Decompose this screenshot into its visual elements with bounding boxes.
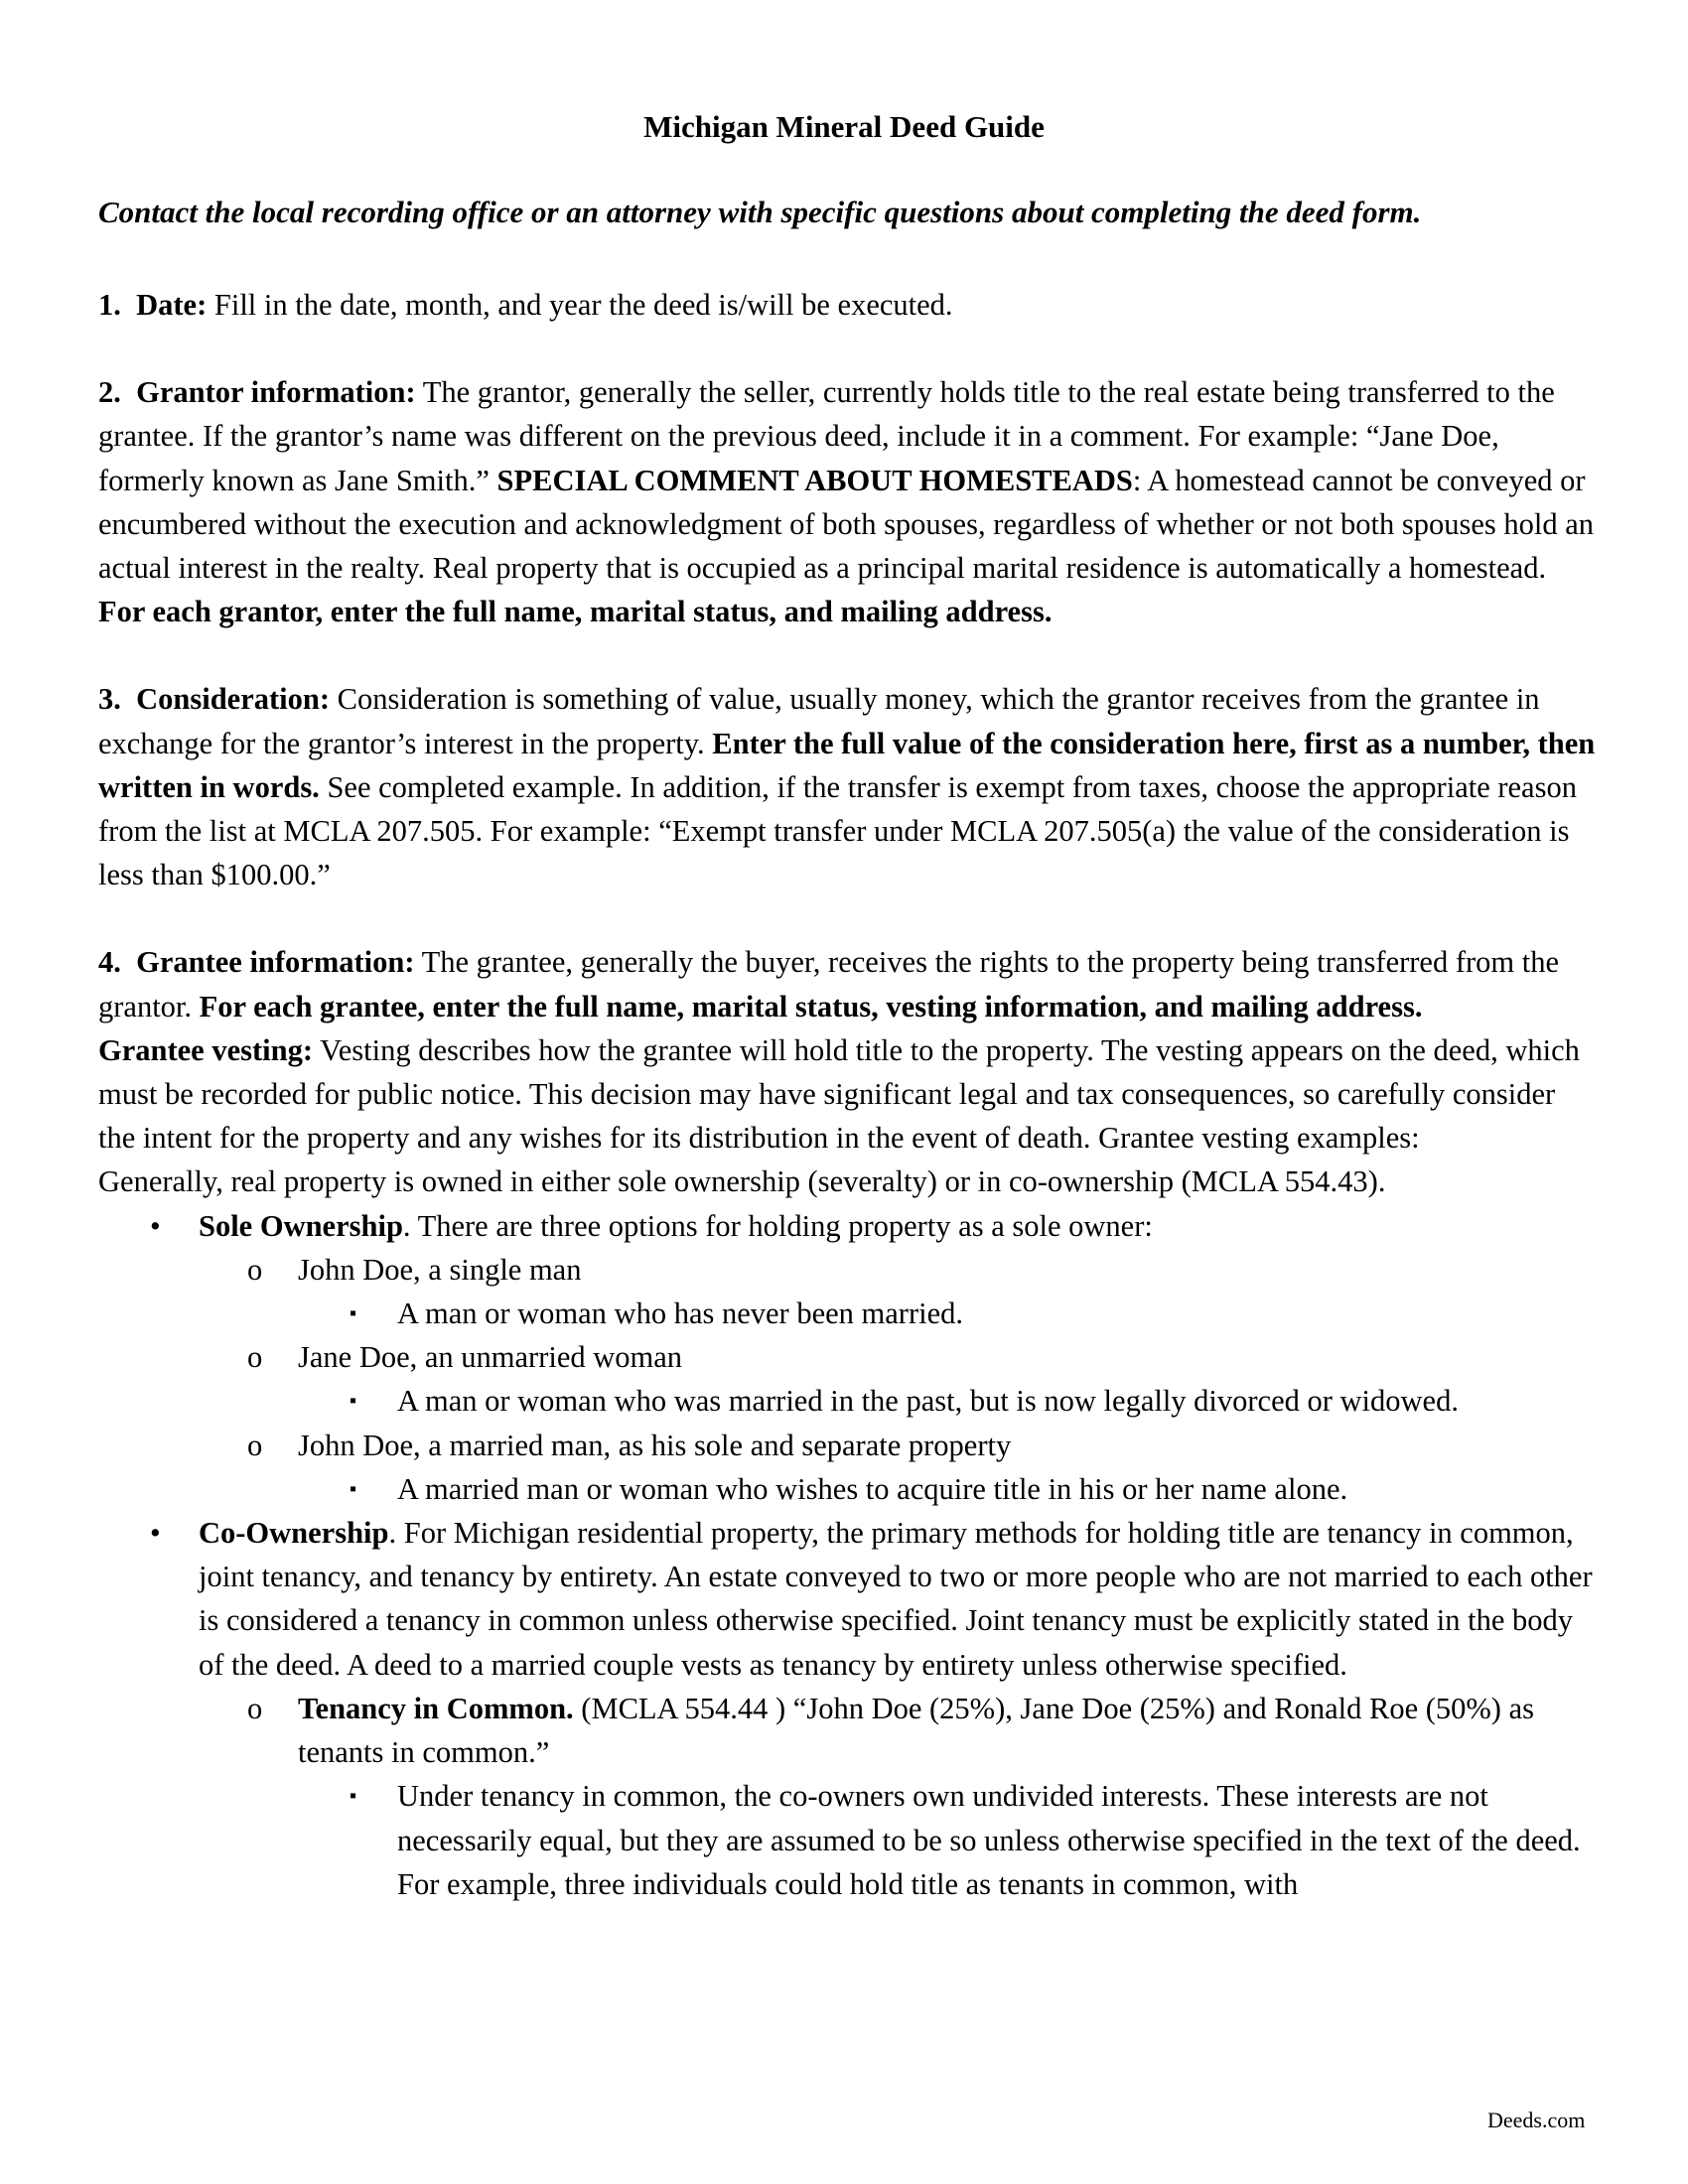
vesting-text: Vesting describes how the grantee will hold title to the property. The vesting appears on the deed, which must be recorded for public notice. This decision may have significant legal and tax consequences, so carefully consider the intent for the property and any wishes for its distribution in the event of death. Grantee vesting examples: — [98, 1032, 1580, 1156]
footer-brand: Deeds.com — [1487, 2108, 1586, 2132]
section-instruction: Enter the full value of the consideration here, first as a number, then written in words. — [98, 726, 1596, 804]
special-comment-heading: SPECIAL COMMENT ABOUT HOMESTEADS — [496, 463, 1133, 497]
section-text: The grantee, generally the buyer, receives the rights to the property being transferred from the grantor. — [98, 945, 1560, 1024]
vesting-general: Generally, real property is owned in either sole ownership (severalty) or in co-ownership (MCLA 554.43). — [98, 1164, 1386, 1199]
list-heading: Tenancy in Common. — [298, 1691, 574, 1725]
section-instruction: For each grantee, enter the full name, marital status, vesting information, and mailing address. — [199, 989, 1423, 1024]
list-heading: Co-Ownership — [199, 1516, 389, 1551]
section-heading: Grantee information: — [136, 945, 415, 980]
section-number: 2. — [98, 375, 121, 410]
document-body — [98, 283, 1598, 1906]
square-marker: ▪ — [350, 1390, 357, 1413]
square-marker: ▪ — [350, 1477, 357, 1500]
section-text: : A homestead cannot be conveyed or encumbered without the execution and acknowledgment of both spouses, regardless of whether or not both spouses hold an actual interest in the realty. Real property that is occupied as a principal marital residence is automatically a homestead. — [98, 463, 1594, 586]
circle-marker: o — [247, 1691, 263, 1725]
section-number: 3. — [98, 682, 121, 717]
section-text: See completed example. In addition, if the transfer is exempt from taxes, choose the appropriate reason from the list at MCLA 207.505. For example: “Exempt transfer under MCLA 207.505(a) the value of the consideration is less than $100.00.” — [98, 769, 1577, 892]
section-text: Consideration is something of value, usually money, which the grantor receives from the grantee in exchange for the grantor’s interest in the property. — [98, 682, 1540, 760]
list-item-tenancy-in-common — [98, 1687, 1598, 1774]
vesting-description: A man or woman who was married in the past, but is now legally divorced or widowed. — [397, 1384, 1459, 1419]
list-text: . There are three options for holding property as a sole owner: — [402, 1208, 1153, 1243]
list-item — [98, 1774, 1598, 1906]
grantee-vesting — [98, 1028, 1598, 1160]
list-text: (MCLA 554.44 ) “John Doe (25%), Jane Doe (25%) and Ronald Roe (50%) as tenants in common.” — [298, 1691, 1534, 1770]
section-instruction: For each grantor, enter the full name, marital status, and mailing address. — [98, 595, 1053, 629]
vesting-description: Under tenancy in common, the co-owners own undivided interests. These interests are not necessarily equal, but they are assumed to be so unless otherwise specified in the text of the deed. For example, three individuals could hold title as tenants in common, with — [397, 1779, 1581, 1901]
section-number: 4. — [98, 945, 121, 980]
circle-marker: o — [247, 1252, 263, 1287]
list-item — [98, 1467, 1598, 1511]
section-grantee — [98, 940, 1598, 1027]
section-date — [98, 283, 1598, 327]
document-title: Michigan Mineral Deed Guide — [643, 109, 1045, 144]
vesting-description: A man or woman who has never been married. — [397, 1297, 963, 1331]
circle-marker: o — [247, 1428, 263, 1462]
section-heading: Grantor information: — [136, 375, 416, 410]
section-text: The grantor, generally the seller, currently holds title to the real estate being transferred to the grantee. If the grantor’s name was different on the previous deed, include it in a comment. For example: “Jane Doe, formerly known as Jane Smith.” — [98, 375, 1555, 497]
list-heading: Sole Ownership — [199, 1208, 403, 1243]
list-item — [98, 1335, 1598, 1379]
list-text: . For Michigan residential property, the primary methods for holding title are tenancy in common, joint tenancy, and tenancy by entirety. An estate conveyed to two or more people who are not married to each other is considered a tenancy in common unless otherwise specified. Joint tenancy must be explicitly stated in the body of the deed. A deed to a married couple vests as tenancy by entirety unless otherwise specified. — [199, 1516, 1593, 1682]
list-item-co-ownership — [98, 1511, 1598, 1687]
bullet-marker: • — [150, 1516, 161, 1551]
list-item — [98, 1248, 1598, 1292]
list-item — [98, 1379, 1598, 1423]
list-item-sole-ownership — [98, 1204, 1598, 1248]
vesting-description: A married man or woman who wishes to acquire title in his or her name alone. — [397, 1471, 1348, 1506]
section-grantor — [98, 370, 1598, 633]
section-number: 1. — [98, 288, 121, 322]
bullet-marker: • — [150, 1208, 161, 1243]
vesting-example: John Doe, a married man, as his sole and separate property — [298, 1428, 1012, 1462]
square-marker: ▪ — [350, 1785, 357, 1808]
section-consideration — [98, 677, 1598, 896]
circle-marker: o — [247, 1340, 263, 1375]
vesting-heading: Grantee vesting: — [98, 1032, 313, 1067]
section-heading: Date: — [136, 288, 208, 322]
section-text: Fill in the date, month, and year the deed is/will be executed. — [207, 288, 953, 322]
section-heading: Consideration: — [136, 682, 330, 717]
list-item — [98, 1424, 1598, 1467]
square-marker: ▪ — [350, 1302, 357, 1325]
vesting-example: John Doe, a single man — [298, 1252, 582, 1287]
document-subtitle: Contact the local recording office or an attorney with specific questions about completing the deed form. — [98, 195, 1422, 229]
vesting-example: Jane Doe, an unmarried woman — [298, 1340, 683, 1375]
list-item — [98, 1292, 1598, 1335]
